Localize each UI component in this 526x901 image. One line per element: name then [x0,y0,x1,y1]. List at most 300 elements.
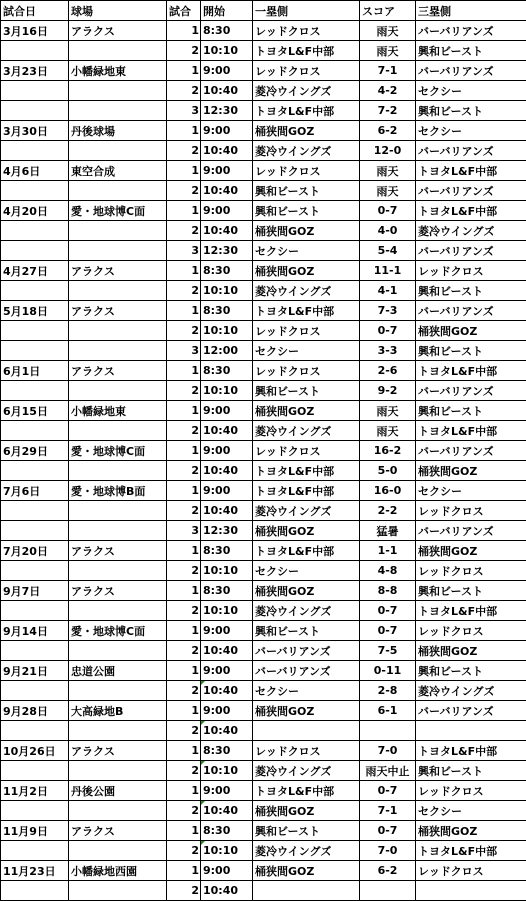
cell-third-base-team[interactable]: トヨタL&F中部 [416,421,526,441]
cell-start-time[interactable]: 10:10 [201,41,253,61]
cell-venue[interactable] [69,341,167,361]
cell-venue[interactable]: 大高緑地B [69,701,167,721]
cell-game[interactable]: 2 [167,321,201,341]
cell-start-time[interactable]: 10:40 [201,721,253,741]
cell-game[interactable]: 1 [167,61,201,81]
cell-date[interactable]: 4月20日 [1,201,69,221]
cell-venue[interactable] [69,221,167,241]
header-score[interactable]: スコア [360,1,416,21]
cell-date[interactable] [1,221,69,241]
cell-venue[interactable] [69,881,167,901]
cell-first-base-team[interactable]: 桶狭間GOZ [253,801,360,821]
cell-date[interactable] [1,601,69,621]
cell-score[interactable]: 7-1 [360,801,416,821]
cell-date[interactable] [1,341,69,361]
cell-score[interactable]: 5-4 [360,241,416,261]
cell-start-time[interactable]: 8:30 [201,821,253,841]
cell-first-base-team[interactable]: 興和ビースト [253,381,360,401]
cell-date[interactable]: 3月16日 [1,21,69,41]
cell-venue[interactable] [69,841,167,861]
cell-start-time[interactable]: 8:30 [201,581,253,601]
cell-venue[interactable] [69,81,167,101]
cell-venue[interactable] [69,501,167,521]
cell-start-time[interactable]: 10:10 [201,381,253,401]
cell-date[interactable] [1,641,69,661]
cell-first-base-team[interactable]: 興和ビースト [253,821,360,841]
cell-game[interactable]: 2 [167,761,201,781]
cell-score[interactable]: 雨天 [360,21,416,41]
cell-score[interactable] [360,881,416,901]
cell-date[interactable]: 11月9日 [1,821,69,841]
cell-third-base-team[interactable]: レッドクロス [416,861,526,881]
cell-venue[interactable]: アラクス [69,741,167,761]
cell-game[interactable]: 1 [167,301,201,321]
cell-first-base-team[interactable]: 桶狭間GOZ [253,581,360,601]
cell-game[interactable]: 2 [167,381,201,401]
cell-score[interactable]: 0-7 [360,621,416,641]
cell-third-base-team[interactable]: バーバリアンズ [416,61,526,81]
cell-venue[interactable] [69,101,167,121]
cell-first-base-team[interactable]: 桶狭間GOZ [253,521,360,541]
cell-start-time[interactable]: 9:00 [201,201,253,221]
cell-score[interactable]: 雨天 [360,401,416,421]
cell-third-base-team[interactable]: セクシー [416,481,526,501]
cell-third-base-team[interactable]: トヨタL&F中部 [416,841,526,861]
cell-date[interactable]: 4月6日 [1,161,69,181]
cell-date[interactable] [1,41,69,61]
cell-first-base-team[interactable]: バーバリアンズ [253,641,360,661]
cell-start-time[interactable]: 10:10 [201,841,253,861]
cell-first-base-team[interactable]: セクシー [253,561,360,581]
cell-date[interactable]: 9月7日 [1,581,69,601]
cell-third-base-team[interactable]: バーバリアンズ [416,381,526,401]
cell-game[interactable]: 2 [167,841,201,861]
cell-score[interactable]: 雨天 [360,41,416,61]
header-start[interactable]: 開始 [201,1,253,21]
cell-score[interactable]: 8-8 [360,581,416,601]
cell-score[interactable]: 0-7 [360,201,416,221]
cell-game[interactable]: 2 [167,641,201,661]
cell-score[interactable]: 16-2 [360,441,416,461]
cell-first-base-team[interactable]: 興和ビースト [253,181,360,201]
cell-start-time[interactable]: 10:40 [201,681,253,701]
cell-venue[interactable] [69,241,167,261]
cell-first-base-team[interactable]: レッドクロス [253,441,360,461]
cell-venue[interactable] [69,801,167,821]
cell-game[interactable]: 1 [167,21,201,41]
cell-date[interactable]: 6月15日 [1,401,69,421]
cell-venue[interactable]: アラクス [69,21,167,41]
cell-date[interactable] [1,801,69,821]
cell-start-time[interactable]: 10:40 [201,641,253,661]
cell-start-time[interactable]: 8:30 [201,541,253,561]
cell-third-base-team[interactable]: 桶狭間GOZ [416,641,526,661]
cell-third-base-team[interactable]: バーバリアンズ [416,241,526,261]
cell-game[interactable]: 1 [167,861,201,881]
cell-score[interactable]: 0-7 [360,601,416,621]
cell-first-base-team[interactable]: 桶狭間GOZ [253,121,360,141]
cell-score[interactable]: 雨天 [360,161,416,181]
cell-third-base-team[interactable]: 興和ビースト [416,41,526,61]
cell-venue[interactable]: 愛・地球博C面 [69,621,167,641]
cell-venue[interactable]: アラクス [69,581,167,601]
cell-start-time[interactable]: 9:00 [201,121,253,141]
cell-first-base-team[interactable]: 菱冷ウイングズ [253,281,360,301]
cell-game[interactable]: 2 [167,421,201,441]
cell-venue[interactable] [69,561,167,581]
cell-start-time[interactable]: 10:10 [201,321,253,341]
cell-start-time[interactable]: 8:30 [201,301,253,321]
header-third-base-side[interactable]: 三塁側 [416,1,526,21]
cell-game[interactable]: 1 [167,541,201,561]
cell-third-base-team[interactable]: 興和ビースト [416,101,526,121]
cell-start-time[interactable]: 10:40 [201,221,253,241]
cell-first-base-team[interactable]: セクシー [253,241,360,261]
cell-venue[interactable]: アラクス [69,301,167,321]
cell-third-base-team[interactable]: トヨタL&F中部 [416,161,526,181]
cell-third-base-team[interactable]: バーバリアンズ [416,21,526,41]
cell-score[interactable]: 4-2 [360,81,416,101]
cell-venue[interactable] [69,381,167,401]
cell-third-base-team[interactable] [416,721,526,741]
cell-first-base-team[interactable]: セクシー [253,681,360,701]
cell-third-base-team[interactable]: 桶狭間GOZ [416,541,526,561]
cell-score[interactable] [360,721,416,741]
cell-venue[interactable]: 丹後球場 [69,121,167,141]
cell-score[interactable]: 16-0 [360,481,416,501]
cell-start-time[interactable]: 9:00 [201,661,253,681]
cell-third-base-team[interactable]: 興和ビースト [416,281,526,301]
cell-venue[interactable] [69,141,167,161]
cell-venue[interactable]: 愛・地球博C面 [69,441,167,461]
cell-first-base-team[interactable]: レッドクロス [253,61,360,81]
cell-first-base-team[interactable]: 桶狭間GOZ [253,701,360,721]
cell-third-base-team[interactable]: 興和ビースト [416,581,526,601]
cell-score[interactable]: 6-1 [360,701,416,721]
cell-first-base-team[interactable]: トヨタL&F中部 [253,41,360,61]
cell-game[interactable]: 1 [167,121,201,141]
cell-first-base-team[interactable]: トヨタL&F中部 [253,101,360,121]
cell-score[interactable]: 7-1 [360,61,416,81]
cell-start-time[interactable]: 10:40 [201,801,253,821]
cell-game[interactable]: 1 [167,481,201,501]
cell-first-base-team[interactable]: 菱冷ウイングズ [253,761,360,781]
cell-first-base-team[interactable]: トヨタL&F中部 [253,481,360,501]
cell-venue[interactable] [69,521,167,541]
cell-date[interactable] [1,81,69,101]
cell-game[interactable]: 1 [167,621,201,641]
cell-game[interactable]: 2 [167,461,201,481]
cell-date[interactable]: 7月20日 [1,541,69,561]
cell-start-time[interactable]: 9:00 [201,481,253,501]
cell-date[interactable] [1,561,69,581]
cell-start-time[interactable]: 10:40 [201,501,253,521]
cell-date[interactable]: 4月27日 [1,261,69,281]
cell-third-base-team[interactable]: トヨタL&F中部 [416,201,526,221]
cell-first-base-team[interactable]: 興和ビースト [253,621,360,641]
cell-score[interactable]: 雨天中止 [360,761,416,781]
cell-score[interactable]: 0-11 [360,661,416,681]
cell-start-time[interactable]: 12:30 [201,101,253,121]
cell-game[interactable]: 2 [167,141,201,161]
cell-score[interactable]: 7-3 [360,301,416,321]
cell-third-base-team[interactable]: レッドクロス [416,621,526,641]
cell-first-base-team[interactable]: 桶狭間GOZ [253,401,360,421]
cell-first-base-team[interactable]: トヨタL&F中部 [253,781,360,801]
cell-start-time[interactable]: 10:40 [201,881,253,901]
cell-start-time[interactable]: 10:40 [201,81,253,101]
cell-date[interactable]: 5月18日 [1,301,69,321]
cell-third-base-team[interactable]: 桶狭間GOZ [416,821,526,841]
cell-first-base-team[interactable]: 菱冷ウイングズ [253,841,360,861]
cell-date[interactable] [1,141,69,161]
cell-date[interactable] [1,281,69,301]
cell-first-base-team[interactable]: 菱冷ウイングズ [253,501,360,521]
cell-score[interactable]: 1-1 [360,541,416,561]
cell-start-time[interactable]: 9:00 [201,61,253,81]
cell-date[interactable]: 6月29日 [1,441,69,461]
cell-game[interactable]: 2 [167,281,201,301]
cell-venue[interactable] [69,721,167,741]
cell-third-base-team[interactable]: レッドクロス [416,781,526,801]
cell-date[interactable] [1,321,69,341]
cell-score[interactable]: 6-2 [360,121,416,141]
cell-venue[interactable]: アラクス [69,361,167,381]
cell-date[interactable] [1,681,69,701]
cell-venue[interactable] [69,461,167,481]
cell-venue[interactable]: 小幡緑地西園 [69,861,167,881]
cell-date[interactable] [1,881,69,901]
cell-venue[interactable]: 小幡緑地東 [69,401,167,421]
cell-venue[interactable]: 丹後公園 [69,781,167,801]
cell-first-base-team[interactable]: セクシー [253,341,360,361]
cell-score[interactable]: 7-0 [360,841,416,861]
cell-venue[interactable]: アラクス [69,261,167,281]
cell-date[interactable] [1,761,69,781]
cell-start-time[interactable]: 9:00 [201,861,253,881]
cell-first-base-team[interactable]: レッドクロス [253,161,360,181]
cell-game[interactable]: 2 [167,601,201,621]
cell-date[interactable]: 6月1日 [1,361,69,381]
cell-venue[interactable] [69,181,167,201]
cell-score[interactable]: 2-8 [360,681,416,701]
cell-game[interactable]: 1 [167,661,201,681]
cell-start-time[interactable]: 10:40 [201,461,253,481]
cell-third-base-team[interactable]: セクシー [416,121,526,141]
cell-first-base-team[interactable]: 桶狭間GOZ [253,261,360,281]
cell-score[interactable]: 9-2 [360,381,416,401]
cell-third-base-team[interactable]: バーバリアンズ [416,521,526,541]
cell-start-time[interactable]: 8:30 [201,741,253,761]
cell-start-time[interactable]: 9:00 [201,621,253,641]
cell-date[interactable]: 9月14日 [1,621,69,641]
cell-date[interactable]: 3月23日 [1,61,69,81]
cell-venue[interactable] [69,681,167,701]
cell-game[interactable]: 3 [167,101,201,121]
cell-third-base-team[interactable]: 桶狭間GOZ [416,321,526,341]
cell-date[interactable]: 3月30日 [1,121,69,141]
cell-venue[interactable] [69,761,167,781]
cell-date[interactable] [1,521,69,541]
cell-first-base-team[interactable]: 興和ビースト [253,201,360,221]
cell-third-base-team[interactable]: 菱冷ウイングズ [416,221,526,241]
cell-third-base-team[interactable]: 興和ビースト [416,401,526,421]
cell-game[interactable]: 2 [167,721,201,741]
cell-game[interactable]: 1 [167,821,201,841]
cell-venue[interactable]: 忠道公園 [69,661,167,681]
cell-third-base-team[interactable]: トヨタL&F中部 [416,361,526,381]
cell-game[interactable]: 3 [167,341,201,361]
cell-score[interactable]: 7-5 [360,641,416,661]
cell-start-time[interactable]: 10:10 [201,281,253,301]
cell-start-time[interactable]: 10:40 [201,181,253,201]
cell-start-time[interactable]: 9:00 [201,701,253,721]
cell-venue[interactable] [69,281,167,301]
cell-first-base-team[interactable]: レッドクロス [253,361,360,381]
cell-venue[interactable] [69,641,167,661]
cell-venue[interactable] [69,601,167,621]
cell-third-base-team[interactable]: レッドクロス [416,561,526,581]
cell-venue[interactable]: 愛・地球博C面 [69,201,167,221]
cell-third-base-team[interactable]: トヨタL&F中部 [416,601,526,621]
cell-game[interactable]: 2 [167,801,201,821]
cell-first-base-team[interactable] [253,721,360,741]
cell-score[interactable]: 2-6 [360,361,416,381]
cell-score[interactable]: 0-7 [360,821,416,841]
cell-venue[interactable]: 小幡緑地東 [69,61,167,81]
cell-first-base-team[interactable]: バーバリアンズ [253,661,360,681]
cell-start-time[interactable]: 12:30 [201,241,253,261]
cell-third-base-team[interactable]: レッドクロス [416,261,526,281]
cell-date[interactable] [1,181,69,201]
cell-date[interactable] [1,501,69,521]
cell-date[interactable] [1,101,69,121]
header-venue[interactable]: 球場 [69,1,167,21]
cell-third-base-team[interactable]: バーバリアンズ [416,301,526,321]
cell-game[interactable]: 1 [167,361,201,381]
cell-venue[interactable]: 愛・地球博B面 [69,481,167,501]
cell-third-base-team[interactable]: バーバリアンズ [416,441,526,461]
cell-date[interactable] [1,381,69,401]
cell-game[interactable]: 2 [167,181,201,201]
cell-score[interactable]: 7-2 [360,101,416,121]
cell-first-base-team[interactable] [253,881,360,901]
cell-start-time[interactable]: 12:30 [201,521,253,541]
cell-start-time[interactable]: 8:30 [201,261,253,281]
cell-start-time[interactable]: 9:00 [201,781,253,801]
cell-third-base-team[interactable]: 菱冷ウイングズ [416,681,526,701]
cell-game[interactable]: 1 [167,741,201,761]
cell-score[interactable]: 12-0 [360,141,416,161]
cell-first-base-team[interactable]: レッドクロス [253,321,360,341]
cell-game[interactable]: 1 [167,201,201,221]
cell-date[interactable]: 10月26日 [1,741,69,761]
cell-game[interactable]: 2 [167,221,201,241]
cell-score[interactable]: 雨天 [360,181,416,201]
cell-venue[interactable] [69,421,167,441]
cell-score[interactable]: 0-7 [360,321,416,341]
cell-game[interactable]: 2 [167,41,201,61]
cell-game[interactable]: 2 [167,881,201,901]
cell-game[interactable]: 1 [167,261,201,281]
cell-date[interactable]: 9月28日 [1,701,69,721]
cell-start-time[interactable]: 10:40 [201,141,253,161]
cell-date[interactable] [1,421,69,441]
cell-first-base-team[interactable]: レッドクロス [253,21,360,41]
cell-start-time[interactable]: 10:10 [201,761,253,781]
cell-game[interactable]: 1 [167,581,201,601]
cell-third-base-team[interactable]: トヨタL&F中部 [416,741,526,761]
cell-start-time[interactable]: 10:10 [201,561,253,581]
cell-start-time[interactable]: 9:00 [201,161,253,181]
cell-score[interactable]: 4-8 [360,561,416,581]
cell-first-base-team[interactable]: 菱冷ウイングズ [253,421,360,441]
cell-third-base-team[interactable]: セクシー [416,801,526,821]
cell-score[interactable]: 3-3 [360,341,416,361]
cell-game[interactable]: 1 [167,161,201,181]
cell-score[interactable]: 11-1 [360,261,416,281]
cell-start-time[interactable]: 12:00 [201,341,253,361]
header-date[interactable]: 試合日 [1,1,69,21]
cell-third-base-team[interactable]: バーバリアンズ [416,181,526,201]
header-game[interactable]: 試合 [167,1,201,21]
cell-start-time[interactable]: 8:30 [201,21,253,41]
cell-date[interactable]: 11月23日 [1,861,69,881]
header-first-base-side[interactable]: 一塁側 [253,1,360,21]
cell-game[interactable]: 3 [167,521,201,541]
cell-score[interactable]: 6-2 [360,861,416,881]
cell-third-base-team[interactable]: 興和ビースト [416,661,526,681]
cell-start-time[interactable]: 10:10 [201,601,253,621]
cell-game[interactable]: 3 [167,241,201,261]
cell-third-base-team[interactable]: バーバリアンズ [416,141,526,161]
cell-third-base-team[interactable]: 興和ビースト [416,761,526,781]
cell-third-base-team[interactable] [416,881,526,901]
cell-venue[interactable]: 東空合成 [69,161,167,181]
cell-date[interactable] [1,241,69,261]
cell-venue[interactable]: アラクス [69,821,167,841]
cell-game[interactable]: 2 [167,561,201,581]
cell-third-base-team[interactable]: 桶狭間GOZ [416,461,526,481]
cell-third-base-team[interactable]: 興和ビースト [416,341,526,361]
cell-game[interactable]: 1 [167,781,201,801]
cell-start-time[interactable]: 10:40 [201,421,253,441]
cell-third-base-team[interactable]: セクシー [416,81,526,101]
cell-start-time[interactable]: 8:30 [201,361,253,381]
cell-venue[interactable]: アラクス [69,541,167,561]
cell-game[interactable]: 2 [167,501,201,521]
cell-date[interactable] [1,841,69,861]
cell-first-base-team[interactable]: 菱冷ウイングズ [253,81,360,101]
cell-first-base-team[interactable]: レッドクロス [253,741,360,761]
cell-date[interactable] [1,721,69,741]
cell-first-base-team[interactable]: 桶狭間GOZ [253,861,360,881]
cell-venue[interactable] [69,321,167,341]
cell-score[interactable]: 4-0 [360,221,416,241]
cell-first-base-team[interactable]: 菱冷ウイングズ [253,141,360,161]
cell-start-time[interactable]: 9:00 [201,401,253,421]
cell-game[interactable]: 1 [167,441,201,461]
cell-date[interactable]: 7月6日 [1,481,69,501]
cell-game[interactable]: 2 [167,81,201,101]
cell-date[interactable] [1,461,69,481]
cell-score[interactable]: 猛暑 [360,521,416,541]
cell-first-base-team[interactable]: 桶狭間GOZ [253,221,360,241]
cell-first-base-team[interactable]: トヨタL&F中部 [253,301,360,321]
cell-score[interactable]: 2-2 [360,501,416,521]
cell-first-base-team[interactable]: トヨタL&F中部 [253,541,360,561]
cell-first-base-team[interactable]: トヨタL&F中部 [253,461,360,481]
